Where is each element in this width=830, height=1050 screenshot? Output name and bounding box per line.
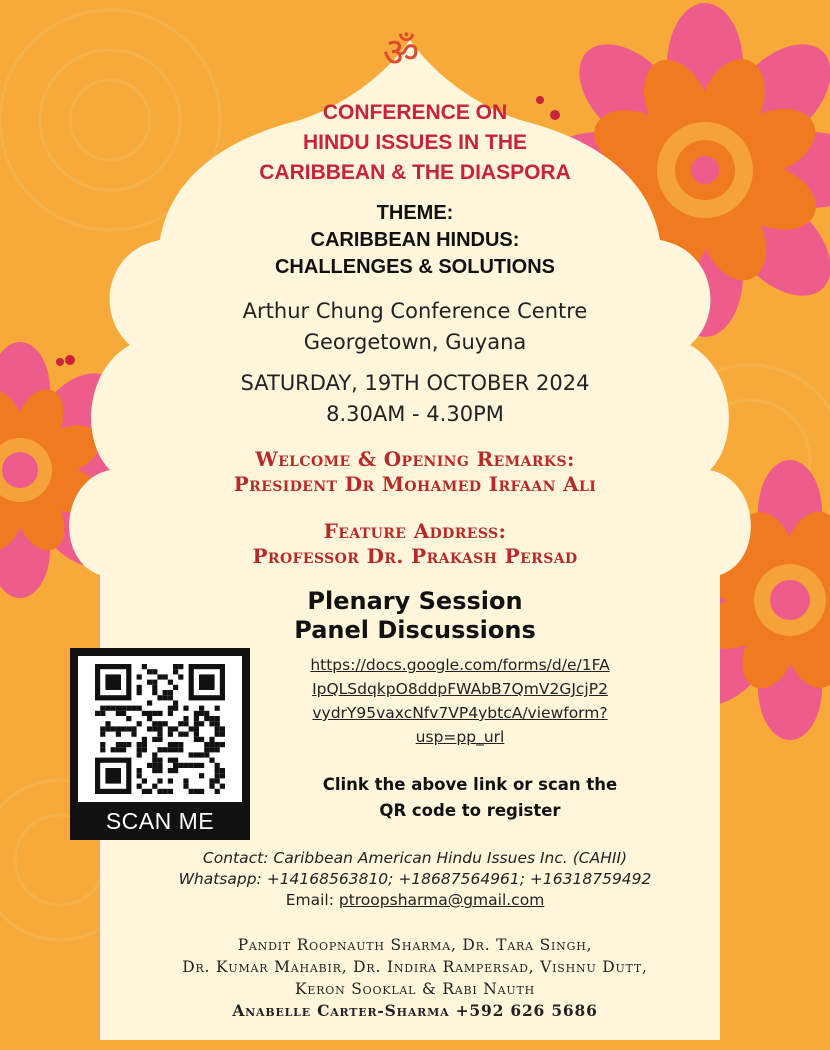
theme-line: CARIBBEAN HINDUS: [310, 229, 520, 251]
title-line: HINDU ISSUES IN THE [302, 131, 528, 154]
feature-heading: Feature Address: [323, 519, 507, 543]
date-block [0, 368, 830, 430]
venue-line: Arthur Chung Conference Centre [242, 299, 588, 323]
welcome-speaker: President Dr Mohamed Irfaan Ali [233, 472, 597, 496]
session-block [0, 587, 830, 645]
organizer-line: Pandit Roopnauth Sharma, Dr. Tara Singh, [237, 936, 593, 954]
organizer-line: Anabelle Carter-Sharma +592 626 5686 [232, 1001, 598, 1020]
register-line: QR code to register [379, 801, 561, 820]
whatsapp-line: Whatsapp: +14168563810; +18687564961; +16318759492 [178, 870, 652, 888]
register-line: Clink the above link or scan the [322, 775, 618, 794]
link-line[interactable]: vydrY95vaxcNfv7VP4ybtcA/viewform? [312, 704, 608, 722]
scan-me-label: SCAN ME [105, 808, 215, 834]
theme-block [0, 200, 830, 281]
feature-block [0, 519, 830, 569]
registration-link[interactable] [255, 653, 665, 749]
theme-line: THEME: [376, 202, 454, 224]
feature-speaker: Professor Dr. Prakash Persad [252, 544, 578, 568]
link-line[interactable]: IpQLSdqkpO8ddpFWAbB7QmV2GJcjP2 [312, 680, 608, 698]
register-instructions [270, 772, 670, 824]
email-link[interactable]: ptroopsharma@gmail.com [338, 891, 545, 909]
link-line[interactable]: https://docs.google.com/forms/d/e/1FA [310, 656, 610, 674]
welcome-heading: Welcome & Opening Remarks: [255, 447, 575, 471]
theme-line: CHALLENGES & SOLUTIONS [274, 256, 555, 278]
email-label: Email: [285, 891, 339, 909]
link-line[interactable]: usp=pp_url [415, 728, 505, 746]
time-line: 8.30AM - 4.30PM [326, 402, 504, 426]
contact-block [0, 848, 830, 911]
contact-line: Contact: Caribbean American Hindu Issues Inc. (CAHII) [202, 849, 628, 867]
organizer-line: Keron Sooklal & Rabi Nauth [294, 980, 535, 998]
date-line: SATURDAY, 19TH OCTOBER 2024 [240, 371, 590, 395]
qr-image [78, 656, 242, 802]
title-line: CARIBBEAN & THE DIASPORA [259, 161, 571, 184]
title-line: CONFERENCE ON [322, 101, 508, 124]
venue-block [0, 296, 830, 358]
session-line: Plenary Session [307, 587, 523, 615]
qr-code[interactable] [70, 648, 250, 840]
organizers-block [0, 934, 830, 1022]
venue-line: Georgetown, Guyana [303, 330, 527, 354]
conference-title [0, 98, 830, 188]
email-line [0, 890, 830, 911]
om-icon: ॐ [382, 30, 420, 76]
welcome-block [0, 447, 830, 497]
session-line: Panel Discussions [294, 616, 536, 644]
organizer-line: Dr. Kumar Mahabir, Dr. Indira Rampersad, Vishnu Dutt, [182, 958, 648, 976]
